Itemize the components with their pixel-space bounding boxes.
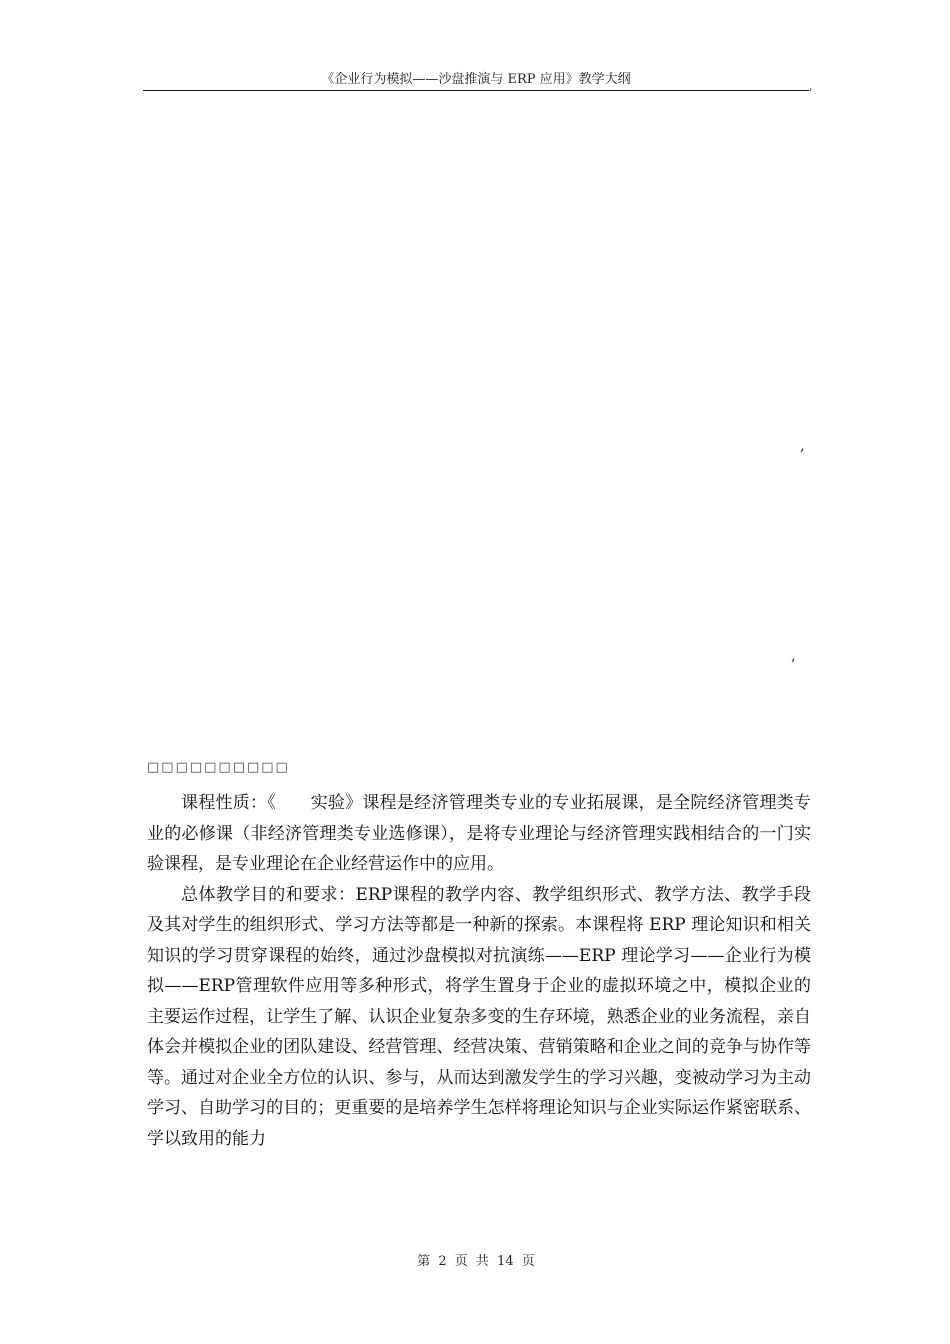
document-body xyxy=(147,788,811,1154)
paragraph-course-nature: 课程性质：《 实验》课程是经济管理类专业的专业拓展课，是全院经济管理类专业的必修课（非经济管理类专业选修课），是将专业理论与经济管理实践相结合的一门实验课程，是专业理论在企业经营运作中的应用。 xyxy=(147,793,811,874)
paragraph-teaching-goals: 总体教学目的和要求：ERP课程的教学内容、教学组织形式、教学方法、教学手段及其对学生的组织形式、学习方法等都是一种新的探索。本课程将 ERP 理论知识和相关知识的学习贯穿课程的始终，通过沙盘模拟对抗演练——ERP 理论学习——企业行为模拟——ERP管理软件应用等多种形式，将学生置身于企业的虚拟环境之中，模拟企业的主要运作过程，让学生了解、认识企业复杂多变的生存环境，熟悉企业的业务流程，亲自体会并模拟企业的团队建设、经营管理、经营决策、营销策略和企业之间的竞争与协作等等。通过对企业全方位的认识、参与，从而达到激发学生的学习兴趣，变被动学习为主动学习、自助学习的目的；更重要的是培养学生怎样将理论知识与企业实际运作紧密联系、学以致用的能力 xyxy=(147,884,811,1149)
page-header: 《企业行为模拟——沙盘推演与 ERP 应用》教学大纲 xyxy=(321,72,631,87)
page-footer: 第 2 页 共 14 页 xyxy=(417,1254,535,1269)
stray-comma: , xyxy=(800,436,805,454)
header-mark: , xyxy=(809,80,813,93)
header-divider xyxy=(143,90,809,91)
section-heading-garbled: □□□□□□□□□□ xyxy=(147,760,290,775)
stray-comma: , xyxy=(791,646,796,664)
